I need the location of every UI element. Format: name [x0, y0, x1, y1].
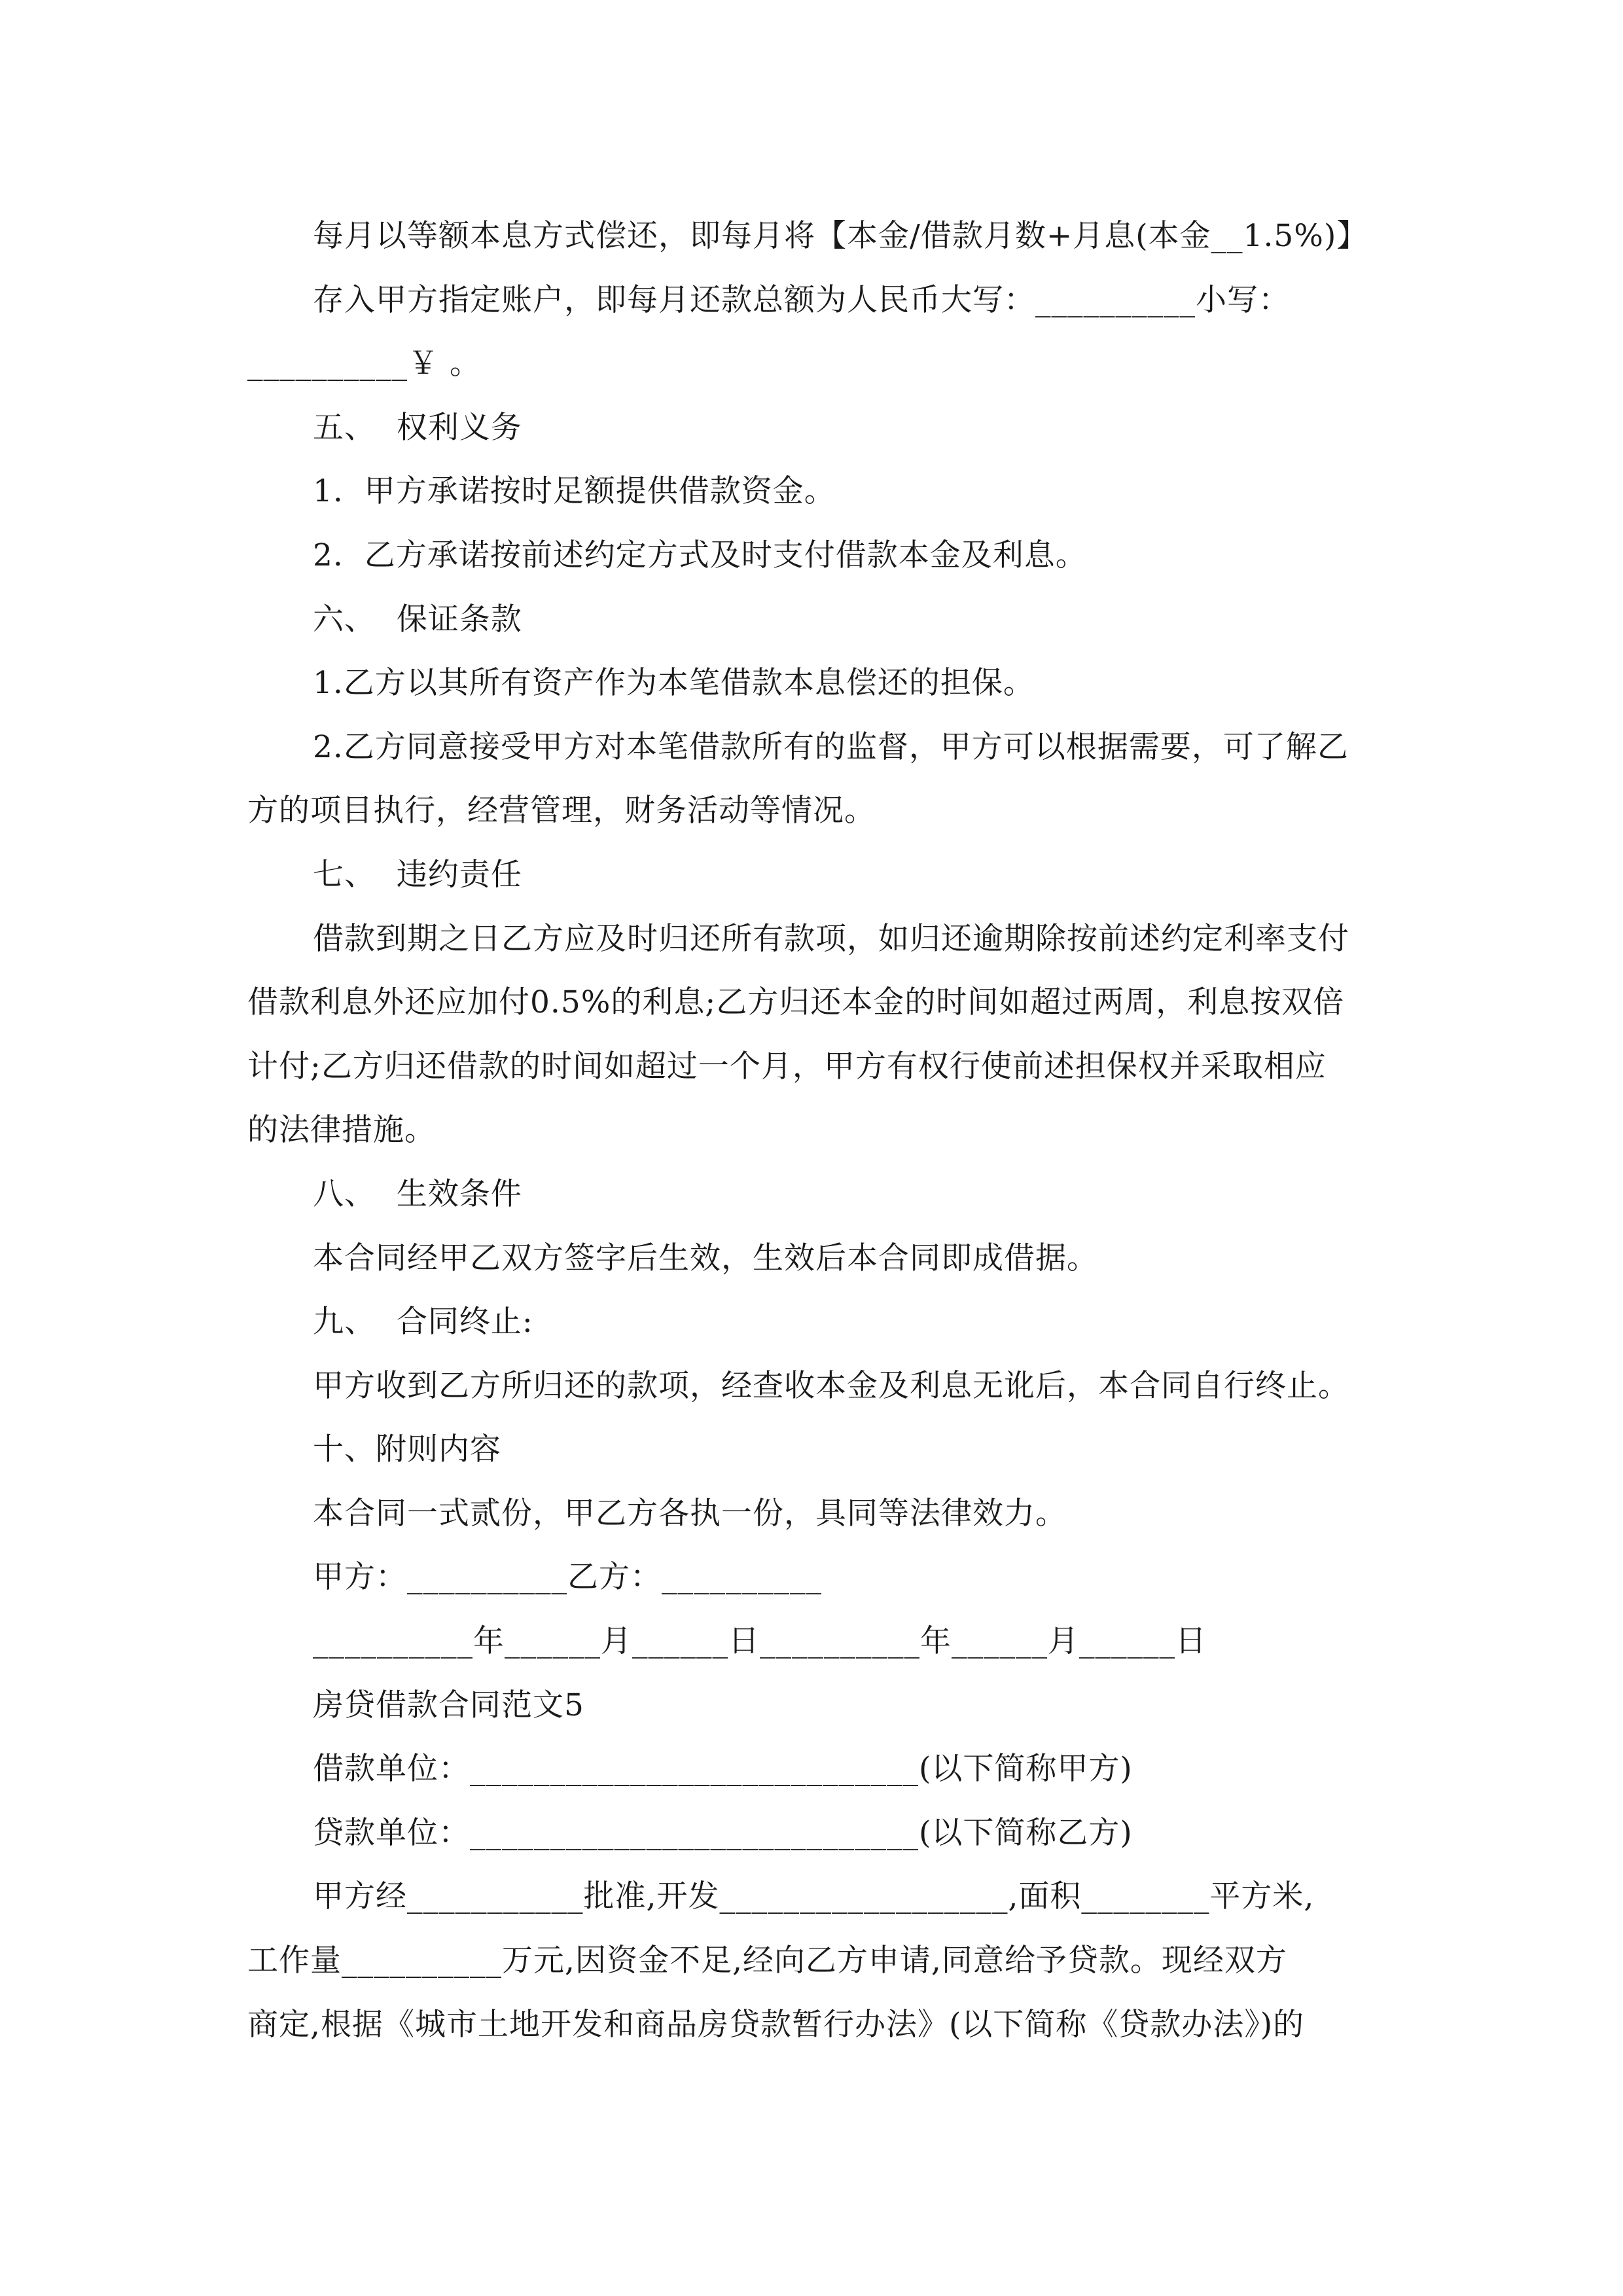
repayment-amount-figures: __________￥ 。 [247, 346, 481, 382]
section-heading-guarantee: 六、 保证条款 [313, 601, 522, 637]
repayment-method-line: 每月以等额本息方式偿还，即每月将【本金/借款月数+月息(本金__1.5%)】 [313, 218, 1368, 254]
section-heading-default: 七、 违约责任 [313, 856, 522, 893]
preamble-line-2: 工作量__________万元,因资金不足,经向乙方申请,同意给予贷款。现经双方 [247, 1943, 1287, 1979]
section-heading-effect: 八、 生效条件 [313, 1175, 522, 1212]
signature-dates: __________年______月______日__________年______月______日 [313, 1623, 1207, 1660]
rights-clause-1: 1. 甲方承诺按时足额提供借款资金。 [313, 473, 836, 510]
contract-title: 房贷借款合同范文5 [313, 1687, 584, 1723]
default-clause: 借款到期之日乙方应及时归还所有款项，如归还逾期除按前述约定利率支付 [313, 920, 1349, 957]
guarantee-clause-2: 2.乙方同意接受甲方对本笔借款所有的监督，甲方可以根据需要，可了解乙 [313, 728, 1349, 765]
lender-line: 贷款单位：____________________________(以下简称乙方) [313, 1814, 1133, 1851]
supplementary-clause: 本合同一式贰份，甲乙方各执一份，具同等法律效力。 [313, 1495, 1067, 1532]
guarantee-clause-1: 1.乙方以其所有资产作为本笔借款本息偿还的担保。 [313, 665, 1035, 702]
repayment-amount-line: 存入甲方指定账户，即每月还款总额为人民币大写：__________小写： [313, 281, 1290, 318]
signature-parties: 甲方：__________乙方：__________ [313, 1559, 822, 1596]
section-heading-termination: 九、 合同终止: [313, 1304, 533, 1340]
default-clause-continued-3: 的法律措施。 [247, 1112, 436, 1149]
borrower-line: 借款单位：____________________________(以下简称甲方) [313, 1751, 1133, 1787]
rights-clause-2: 2. 乙方承诺按前述约定方式及时支付借款本金及利息。 [313, 537, 1087, 573]
effect-clause: 本合同经甲乙双方签字后生效，生效后本合同即成借据。 [313, 1240, 1098, 1276]
default-clause-continued-2: 计付;乙方归还借款的时间如超过一个月，甲方有权行使前述担保权并采取相应 [247, 1048, 1327, 1085]
guarantee-clause-2-continued: 方的项目执行，经营管理，财务活动等情况。 [247, 793, 876, 829]
preamble-line-1: 甲方经___________批准,开发__________________,面积________平方米, [313, 1878, 1315, 1915]
section-heading-rights: 五、 权利义务 [313, 409, 522, 446]
default-clause-continued-1: 借款利息外还应加付0.5%的利息;乙方归还本金的时间如超过两周，利息按双倍 [247, 984, 1345, 1021]
preamble-line-3: 商定,根据《城市土地开发和商品房贷款暂行办法》(以下简称《贷款办法》)的 [247, 2006, 1305, 2043]
termination-clause: 甲方收到乙方所归还的款项，经查收本金及利息无讹后，本合同自行终止。 [313, 1367, 1349, 1404]
section-heading-supplementary: 十、附则内容 [313, 1431, 501, 1468]
document-body [247, 204, 1386, 2056]
